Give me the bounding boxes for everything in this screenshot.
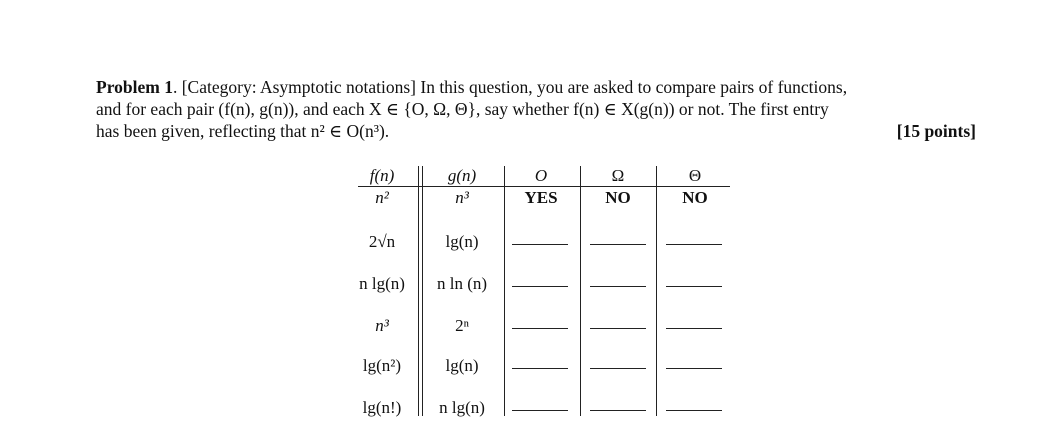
- cell-o: YES: [524, 188, 558, 207]
- cell-g: lg(n): [445, 356, 479, 375]
- answer-blank-omega[interactable]: [590, 328, 646, 329]
- answer-blank-o[interactable]: [512, 410, 568, 411]
- cell-f: n lg(n): [359, 274, 405, 293]
- problem-line-3-wrap: [96, 120, 976, 142]
- cell-g: lg(n): [445, 232, 479, 251]
- cell-theta: NO: [682, 188, 708, 207]
- points-badge: [15 points]: [896, 121, 976, 141]
- double-rule-left: [418, 166, 419, 416]
- answer-blank-theta[interactable]: [666, 244, 722, 245]
- column-rule-1: [504, 166, 505, 416]
- cell-f: n³: [375, 316, 389, 335]
- answer-blank-theta[interactable]: [666, 410, 722, 411]
- answer-blank-o[interactable]: [512, 286, 568, 287]
- answer-blank-o[interactable]: [512, 328, 568, 329]
- column-rule-3: [656, 166, 657, 416]
- header-omega: Ω: [611, 166, 625, 185]
- answer-blank-theta[interactable]: [666, 328, 722, 329]
- answer-blank-theta[interactable]: [666, 286, 722, 287]
- cell-g: n³: [455, 188, 469, 207]
- cell-f: n²: [375, 188, 389, 207]
- problem-line-1: Problem 1. [Category: Asymptotic notations] In this question, you are asked to compare pairs of functions,: [96, 77, 848, 97]
- problem-line-3: has been given, reflecting that n² ∈ O(n³).: [96, 121, 390, 141]
- answer-blank-omega[interactable]: [590, 244, 646, 245]
- answer-blank-o[interactable]: [512, 368, 568, 369]
- cell-f: lg(n!): [362, 398, 402, 417]
- cell-g: 2ⁿ: [455, 316, 469, 335]
- answer-blank-o[interactable]: [512, 244, 568, 245]
- problem-statement: [96, 76, 976, 142]
- cell-omega: NO: [605, 188, 631, 207]
- comparison-table: [348, 164, 732, 424]
- cell-f: 2√n: [368, 232, 396, 251]
- answer-blank-omega[interactable]: [590, 410, 646, 411]
- answer-blank-omega[interactable]: [590, 286, 646, 287]
- cell-g: n lg(n): [439, 398, 485, 417]
- header-big-o: O: [534, 166, 548, 185]
- cell-f: lg(n²): [362, 356, 402, 375]
- header-theta: Θ: [688, 166, 702, 185]
- answer-blank-omega[interactable]: [590, 368, 646, 369]
- answer-blank-theta[interactable]: [666, 368, 722, 369]
- header-f: f(n): [369, 166, 395, 185]
- header-g: g(n): [447, 166, 477, 185]
- double-rule-right: [422, 166, 423, 416]
- problem-line-2: and for each pair (f(n), g(n)), and each X ∈ {O, Ω, Θ}, say whether f(n) ∈ X(g(n)) or not. The first entry: [96, 99, 829, 119]
- problem-label: Problem 1: [96, 77, 173, 97]
- column-rule-2: [580, 166, 581, 416]
- cell-g: n ln (n): [436, 274, 488, 293]
